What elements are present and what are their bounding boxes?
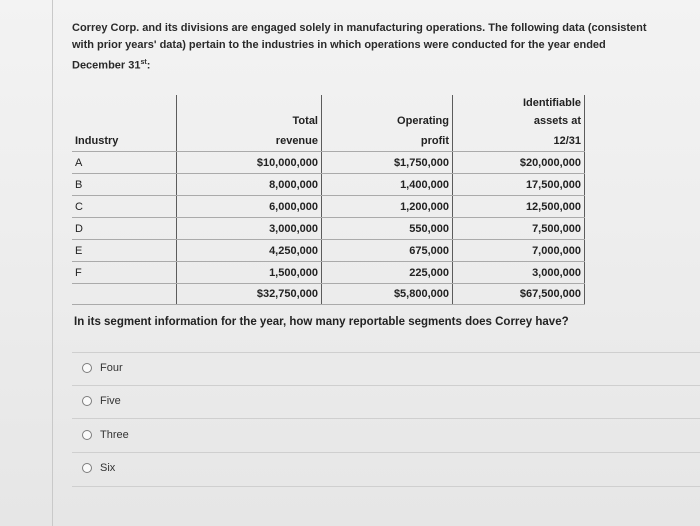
revenue-cell: 1,500,000 — [177, 262, 322, 284]
header-profit-2: profit — [322, 130, 453, 152]
radio-button[interactable] — [82, 396, 92, 406]
profit-cell: 1,400,000 — [322, 174, 453, 196]
profit-cell: 1,200,000 — [322, 196, 453, 218]
header-profit-1: Operating — [322, 111, 453, 130]
option-six[interactable] — [82, 462, 115, 474]
table-row — [72, 152, 585, 174]
radio-button[interactable] — [82, 363, 92, 373]
frame-divider — [52, 0, 53, 526]
radio-button[interactable] — [82, 430, 92, 440]
total-profit: $5,800,000 — [322, 284, 453, 305]
intro-text: Correy Corp. and its divisions are engaged solely in manufacturing operations. The following data (consistent with prior years' data) pertain to the industries in which operations were conducted for the year ended December 31 — [72, 22, 647, 72]
revenue-cell: 4,250,000 — [177, 240, 322, 262]
table-header-row-3 — [72, 130, 585, 152]
option-three[interactable] — [82, 429, 129, 441]
table-row — [72, 174, 585, 196]
table-header-row-2 — [72, 111, 585, 130]
divider — [72, 418, 700, 419]
intro-suffix: st — [140, 59, 147, 66]
option-label: Five — [100, 395, 121, 407]
assets-cell: 7,000,000 — [453, 240, 585, 262]
divider — [72, 452, 700, 453]
header-assets-3: 12/31 — [453, 130, 585, 152]
industry-cell: A — [72, 152, 177, 174]
header-assets-2: assets at — [453, 111, 585, 130]
option-label: Four — [100, 362, 123, 374]
total-assets: $67,500,000 — [453, 284, 585, 305]
option-label: Six — [100, 462, 116, 474]
table-row — [72, 196, 585, 218]
profit-cell: 225,000 — [322, 262, 453, 284]
intro-end: : — [146, 59, 151, 72]
option-four[interactable] — [82, 362, 123, 374]
revenue-cell: 6,000,000 — [177, 196, 322, 218]
industry-cell: C — [72, 196, 177, 218]
divider — [72, 352, 700, 353]
profit-cell: 675,000 — [322, 240, 453, 262]
table-header-row-1 — [72, 95, 585, 111]
total-revenue: $32,750,000 — [177, 284, 322, 305]
header-assets-1: Identifiable — [453, 95, 585, 111]
revenue-cell: $10,000,000 — [177, 152, 322, 174]
question-text: In its segment information for the year, how many reportable segments does Correy have? — [74, 316, 569, 328]
profit-cell: $1,750,000 — [322, 152, 453, 174]
table-row — [72, 240, 585, 262]
divider — [72, 385, 700, 386]
segment-data-table — [72, 95, 585, 305]
revenue-cell: 8,000,000 — [177, 174, 322, 196]
header-revenue-2: revenue — [177, 130, 322, 152]
option-five[interactable] — [82, 395, 121, 407]
problem-statement — [72, 20, 662, 75]
assets-cell: 12,500,000 — [453, 196, 585, 218]
option-label: Three — [100, 429, 129, 441]
assets-cell: 3,000,000 — [453, 262, 585, 284]
header-revenue-1: Total — [177, 111, 322, 130]
industry-cell: B — [72, 174, 177, 196]
header-industry: Industry — [72, 130, 177, 152]
revenue-cell: 3,000,000 — [177, 218, 322, 240]
industry-cell: D — [72, 218, 177, 240]
assets-cell: 17,500,000 — [453, 174, 585, 196]
industry-cell: F — [72, 262, 177, 284]
table-total-row — [72, 284, 585, 305]
profit-cell: 550,000 — [322, 218, 453, 240]
table-row — [72, 218, 585, 240]
industry-cell: E — [72, 240, 177, 262]
radio-button[interactable] — [82, 463, 92, 473]
divider — [72, 486, 700, 487]
assets-cell: 7,500,000 — [453, 218, 585, 240]
assets-cell: $20,000,000 — [453, 152, 585, 174]
table-row — [72, 262, 585, 284]
